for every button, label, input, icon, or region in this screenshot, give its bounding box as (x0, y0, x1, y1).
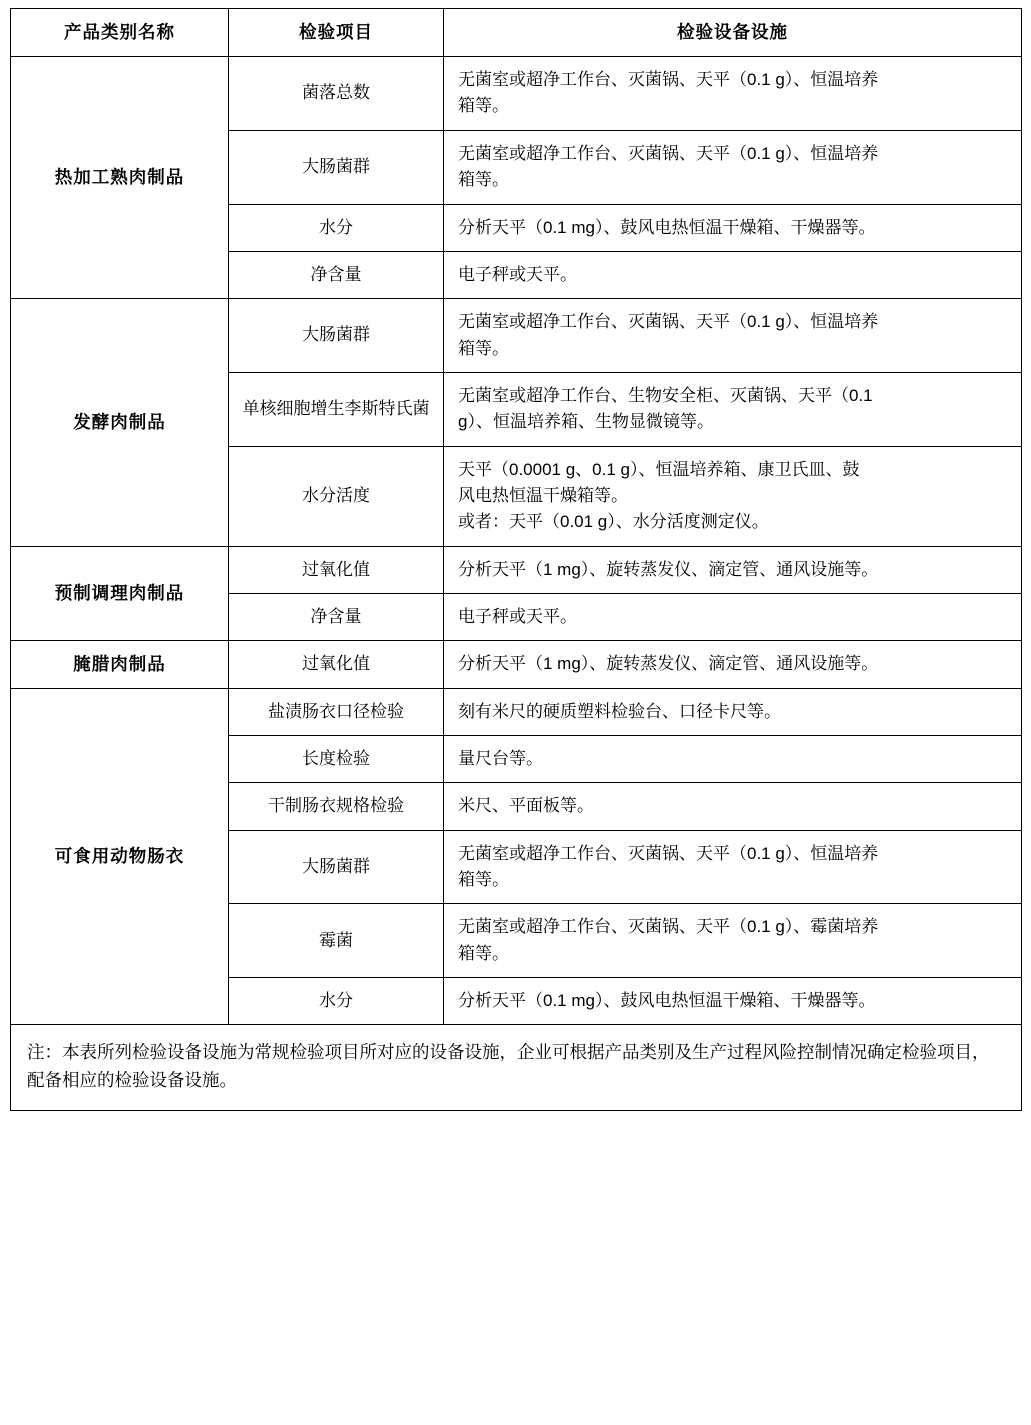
item-cell: 水分活度 (229, 446, 444, 546)
equipment-line: 电子秤或天平。 (458, 264, 577, 284)
equipment-cell (444, 978, 1022, 1025)
equipment-line: 箱等。 (458, 943, 509, 963)
equipment-line: 无菌室或超净工作台、灭菌锅、天平（0.1 g）、恒温培养 (458, 143, 879, 163)
equipment-line: 天平（0.0001 g、0.1 g）、恒温培养箱、康卫氏皿、鼓 (458, 459, 860, 479)
category-cell: 腌腊肉制品 (11, 641, 229, 688)
equipment-cell (444, 830, 1022, 904)
equipment-line: 或者：天平（0.01 g）、水分活度测定仪。 (458, 512, 769, 532)
table-row (11, 641, 1022, 688)
table-row (11, 299, 1022, 373)
table-note: 注：本表所列检验设备设施为常规检验项目所对应的设备设施，企业可根据产品类别及生产过程风险控制情况确定检验项目，配备相应的检验设备设施。 (11, 1025, 1022, 1110)
equipment-line: 分析天平（0.1 mg）、鼓风电热恒温干燥箱、干燥器等。 (458, 991, 876, 1011)
category-cell: 热加工熟肉制品 (11, 57, 229, 299)
table-body (11, 57, 1022, 1111)
item-cell: 净含量 (229, 593, 444, 640)
table-row (11, 546, 1022, 593)
table-header-row (11, 9, 1022, 57)
equipment-cell (444, 299, 1022, 373)
item-cell: 净含量 (229, 251, 444, 298)
category-cell: 发酵肉制品 (11, 299, 229, 546)
equipment-cell (444, 130, 1022, 204)
inspection-equipment-table (10, 8, 1022, 1111)
equipment-line: 刻有米尺的硬质塑料检验台、口径卡尺等。 (458, 701, 781, 721)
item-cell: 单核细胞增生李斯特氏菌 (229, 372, 444, 446)
equipment-line: 量尺台等。 (458, 748, 543, 768)
equipment-cell (444, 57, 1022, 131)
equipment-line: 无菌室或超净工作台、灭菌锅、天平（0.1 g）、恒温培养 (458, 312, 879, 332)
equipment-line: 箱等。 (458, 870, 509, 889)
item-cell: 水分 (229, 978, 444, 1025)
equipment-cell (444, 735, 1022, 782)
equipment-line: 风电热恒温干燥箱等。 (458, 485, 628, 505)
equipment-line: 箱等。 (458, 170, 509, 190)
item-cell: 过氧化值 (229, 641, 444, 688)
equipment-line: 分析天平（1 mg）、旋转蒸发仪、滴定管、通风设施等。 (458, 559, 879, 579)
item-cell: 水分 (229, 204, 444, 251)
equipment-line: 无菌室或超净工作台、灭菌锅、天平（0.1 g）、恒温培养 (458, 843, 879, 863)
item-cell: 长度检验 (229, 735, 444, 782)
table-row (11, 688, 1022, 735)
equipment-line: 箱等。 (458, 96, 509, 116)
equipment-line: 米尺、平面板等。 (458, 796, 594, 816)
equipment-line: 分析天平（0.1 mg）、鼓风电热恒温干燥箱、干燥器等。 (458, 217, 876, 237)
item-cell: 干制肠衣规格检验 (229, 783, 444, 830)
item-cell: 过氧化值 (229, 546, 444, 593)
item-cell: 霉菌 (229, 904, 444, 978)
table-row (11, 57, 1022, 131)
equipment-cell (444, 641, 1022, 688)
column-header-category: 产品类别名称 (11, 9, 229, 57)
equipment-line: 电子秤或天平。 (458, 606, 577, 626)
category-cell: 可食用动物肠衣 (11, 688, 229, 1025)
equipment-line: g）、恒温培养箱、生物显微镜等。 (458, 412, 714, 432)
equipment-line: 箱等。 (458, 338, 509, 358)
equipment-cell (444, 593, 1022, 640)
equipment-cell (444, 372, 1022, 446)
equipment-line: 无菌室或超净工作台、生物安全柜、灭菌锅、天平（0.1 (458, 385, 873, 405)
equipment-line: 无菌室或超净工作台、灭菌锅、天平（0.1 g）、霉菌培养 (458, 917, 879, 937)
equipment-cell (444, 904, 1022, 978)
equipment-cell (444, 251, 1022, 298)
column-header-equipment: 检验设备设施 (444, 9, 1022, 57)
item-cell: 盐渍肠衣口径检验 (229, 688, 444, 735)
item-cell: 大肠菌群 (229, 299, 444, 373)
equipment-cell (444, 546, 1022, 593)
equipment-cell (444, 204, 1022, 251)
equipment-line: 分析天平（1 mg）、旋转蒸发仪、滴定管、通风设施等。 (458, 654, 879, 674)
item-cell: 大肠菌群 (229, 830, 444, 904)
item-cell: 大肠菌群 (229, 130, 444, 204)
item-cell: 菌落总数 (229, 57, 444, 131)
table-note-row (11, 1025, 1022, 1110)
equipment-cell (444, 783, 1022, 830)
table-header (11, 9, 1022, 57)
equipment-cell (444, 688, 1022, 735)
column-header-item: 检验项目 (229, 9, 444, 57)
category-cell: 预制调理肉制品 (11, 546, 229, 641)
equipment-line: 无菌室或超净工作台、灭菌锅、天平（0.1 g）、恒温培养 (458, 70, 879, 90)
equipment-cell (444, 446, 1022, 546)
